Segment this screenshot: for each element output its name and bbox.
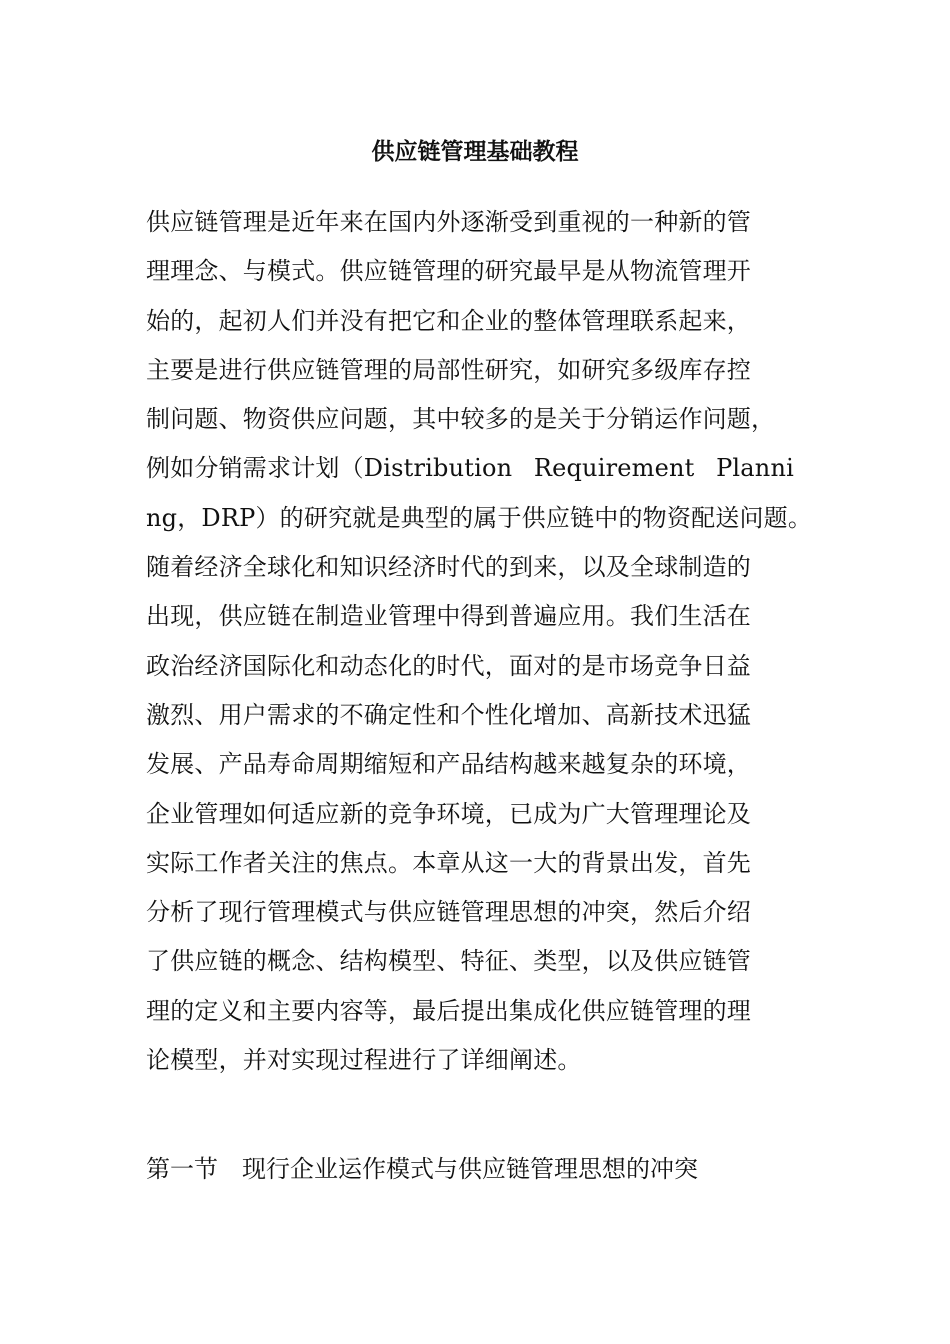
- text-line: 了供应链的概念、结构模型、特征、类型，以及供应链管: [146, 947, 751, 976]
- text-line: 随着经济全球化和知识经济时代的到来，以及全球制造的: [146, 553, 751, 582]
- text-segment: Requirement: [533, 454, 695, 483]
- text-line: 出现，供应链在制造业管理中得到普遍应用。我们生活在: [146, 602, 751, 631]
- text-line: 理的定义和主要内容等，最后提出集成化供应链管理的理: [146, 996, 751, 1025]
- section-heading: 第一节 现行企业运作模式与供应链管理思想的冲突: [146, 1155, 698, 1183]
- text-line: 企业管理如何适应新的竞争环境，已成为广大管理理论及: [146, 799, 751, 828]
- text-line: 始的，起初人们并没有把它和企业的整体管理联系起来，: [146, 306, 751, 335]
- text-segment: 例如分销需求计划（Distribution: [146, 454, 513, 483]
- text-line: 实际工作者关注的焦点。本章从这一大的背景出发，首先: [146, 848, 751, 877]
- text-line: 政治经济国际化和动态化的时代，面对的是市场竞争日益: [146, 651, 751, 680]
- document-title: 供应链管理基础教程: [371, 138, 579, 165]
- text-line: 论模型，并对实现过程进行了详细阐述。: [146, 1046, 582, 1075]
- text-line: 主要是进行供应链管理的局部性研究，如研究多级库存控: [146, 355, 751, 384]
- text-segment: Planni: [716, 454, 794, 483]
- text-line-justified: [146, 449, 794, 498]
- text-line: 分析了现行管理模式与供应链管理思想的冲突，然后介绍: [146, 898, 751, 927]
- text-line: ng，DRP）的研究就是典型的属于供应链中的物资配送问题。: [146, 503, 813, 532]
- text-line: 供应链管理是近年来在国内外逐渐受到重视的一种新的管: [146, 208, 751, 236]
- text-line: 发展、产品寿命周期缩短和产品结构越来越复杂的环境，: [146, 750, 751, 779]
- text-line: 制问题、物资供应问题，其中较多的是关于分销运作问题，: [146, 405, 776, 434]
- text-line: 激烈、用户需求的不确定性和个性化增加、高新技术迅猛: [146, 700, 751, 729]
- text-line: 理理念、与模式。供应链管理的研究最早是从物流管理开: [146, 257, 751, 286]
- body-paragraph: [146, 203, 826, 1090]
